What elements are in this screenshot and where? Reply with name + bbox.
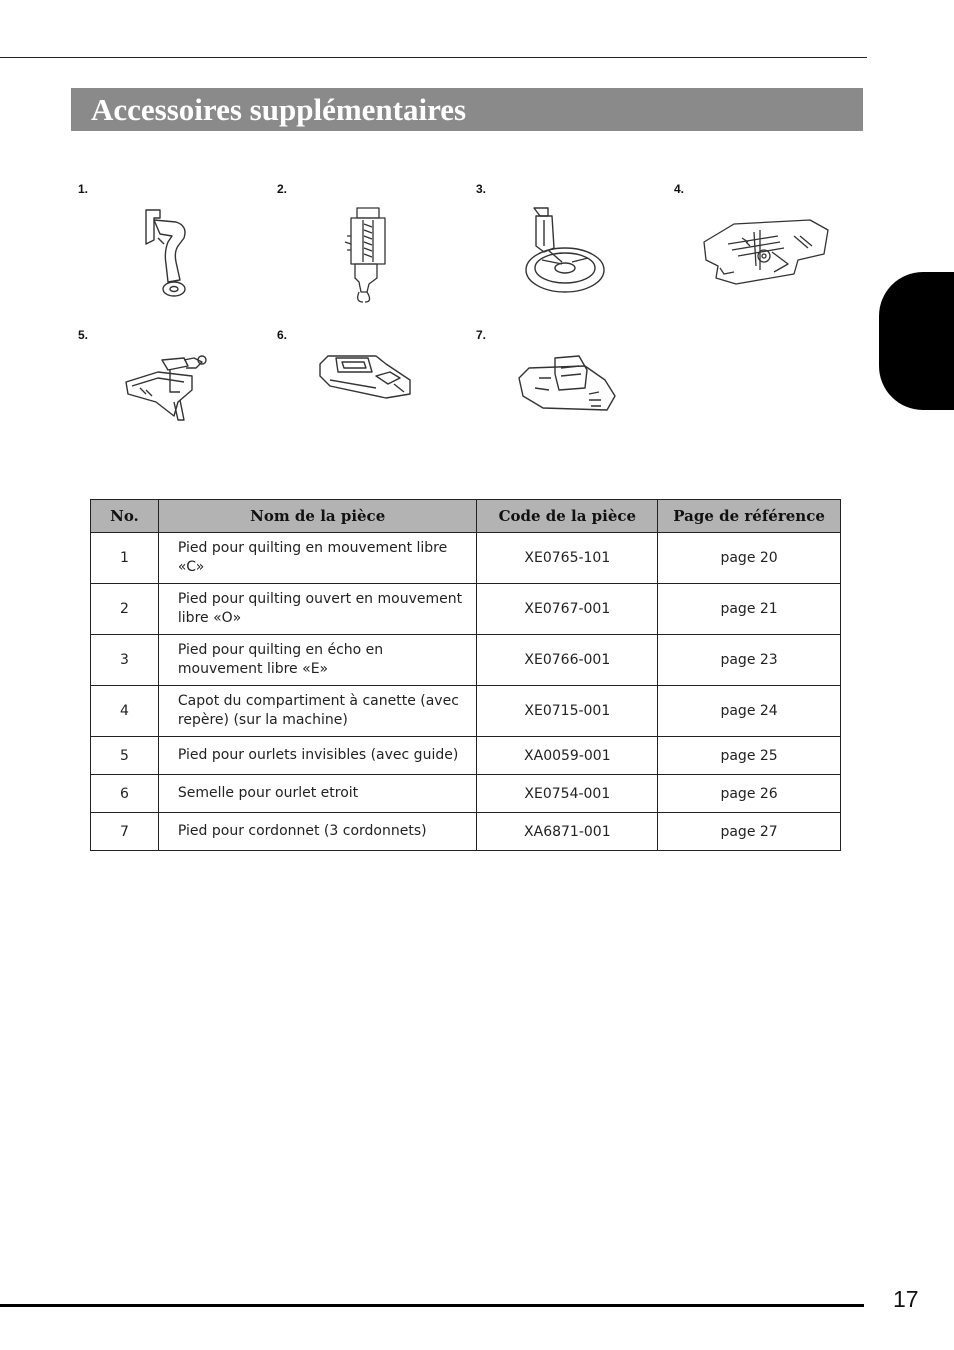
table-row xyxy=(91,584,841,635)
cell-name: Pied pour cordonnet (3 cordonnets) xyxy=(158,813,477,851)
blind-stitch-foot-icon xyxy=(122,350,218,426)
cell-name: Pied pour ourlets invisibles (avec guide) xyxy=(158,737,477,775)
header-code: Code de la pièce xyxy=(477,500,658,533)
cell-page: page 24 xyxy=(658,686,841,737)
title-bar xyxy=(71,88,863,131)
cell-page: page 27 xyxy=(658,813,841,851)
free-motion-quilting-foot-c-icon xyxy=(138,208,198,304)
table-row xyxy=(91,737,841,775)
top-rule xyxy=(0,57,867,58)
cell-no: 7 xyxy=(91,813,159,851)
narrow-hemmer-foot-icon xyxy=(316,350,414,402)
cell-name: Pied pour quilting en mouvement libre «C» xyxy=(158,533,477,584)
cell-name: Capot du compartiment à canette (avec repère) (sur la machine) xyxy=(158,686,477,737)
cell-code: XE0766-001 xyxy=(477,635,658,686)
open-toe-quilting-foot-o-icon xyxy=(337,206,395,308)
cell-page: page 26 xyxy=(658,775,841,813)
cell-code: XE0715-001 xyxy=(477,686,658,737)
cell-page: page 21 xyxy=(658,584,841,635)
cell-name: Semelle pour ourlet etroit xyxy=(158,775,477,813)
cell-no: 1 xyxy=(91,533,159,584)
cell-page: page 20 xyxy=(658,533,841,584)
accessory-label-1: 1. xyxy=(78,182,89,196)
cell-code: XE0767-001 xyxy=(477,584,658,635)
bobbin-cover-icon xyxy=(698,216,834,288)
header-page: Page de référence xyxy=(658,500,841,533)
cell-code: XE0765-101 xyxy=(477,533,658,584)
accessory-label-4: 4. xyxy=(674,182,685,196)
accessory-label-5: 5. xyxy=(78,328,89,342)
table-row xyxy=(91,686,841,737)
chapter-tab xyxy=(879,272,954,410)
accessory-label-2: 2. xyxy=(277,182,288,196)
cell-no: 6 xyxy=(91,775,159,813)
cording-foot-icon xyxy=(515,352,619,416)
cell-no: 3 xyxy=(91,635,159,686)
cell-page: page 25 xyxy=(658,737,841,775)
cell-name: Pied pour quilting ouvert en mouvement libre «O» xyxy=(158,584,477,635)
cell-no: 4 xyxy=(91,686,159,737)
accessory-label-6: 6. xyxy=(277,328,288,342)
cell-page: page 23 xyxy=(658,635,841,686)
table-row xyxy=(91,775,841,813)
accessory-label-3: 3. xyxy=(476,182,487,196)
header-name: Nom de la pièce xyxy=(158,500,477,533)
echo-quilting-foot-e-icon xyxy=(522,206,608,298)
table-row xyxy=(91,813,841,851)
cell-code: XA6871-001 xyxy=(477,813,658,851)
bottom-rule xyxy=(0,1304,864,1307)
accessory-label-7: 7. xyxy=(476,328,487,342)
page-number: 17 xyxy=(893,1286,919,1312)
parts-table xyxy=(90,499,841,851)
cell-name: Pied pour quilting en écho en mouvement libre «E» xyxy=(158,635,477,686)
cell-code: XA0059-001 xyxy=(477,737,658,775)
cell-code: XE0754-001 xyxy=(477,775,658,813)
table-row xyxy=(91,533,841,584)
header-no: No. xyxy=(91,500,159,533)
table-header-row xyxy=(91,500,841,533)
cell-no: 2 xyxy=(91,584,159,635)
page-title: Accessoires supplémentaires xyxy=(91,92,467,127)
cell-no: 5 xyxy=(91,737,159,775)
table-row xyxy=(91,635,841,686)
